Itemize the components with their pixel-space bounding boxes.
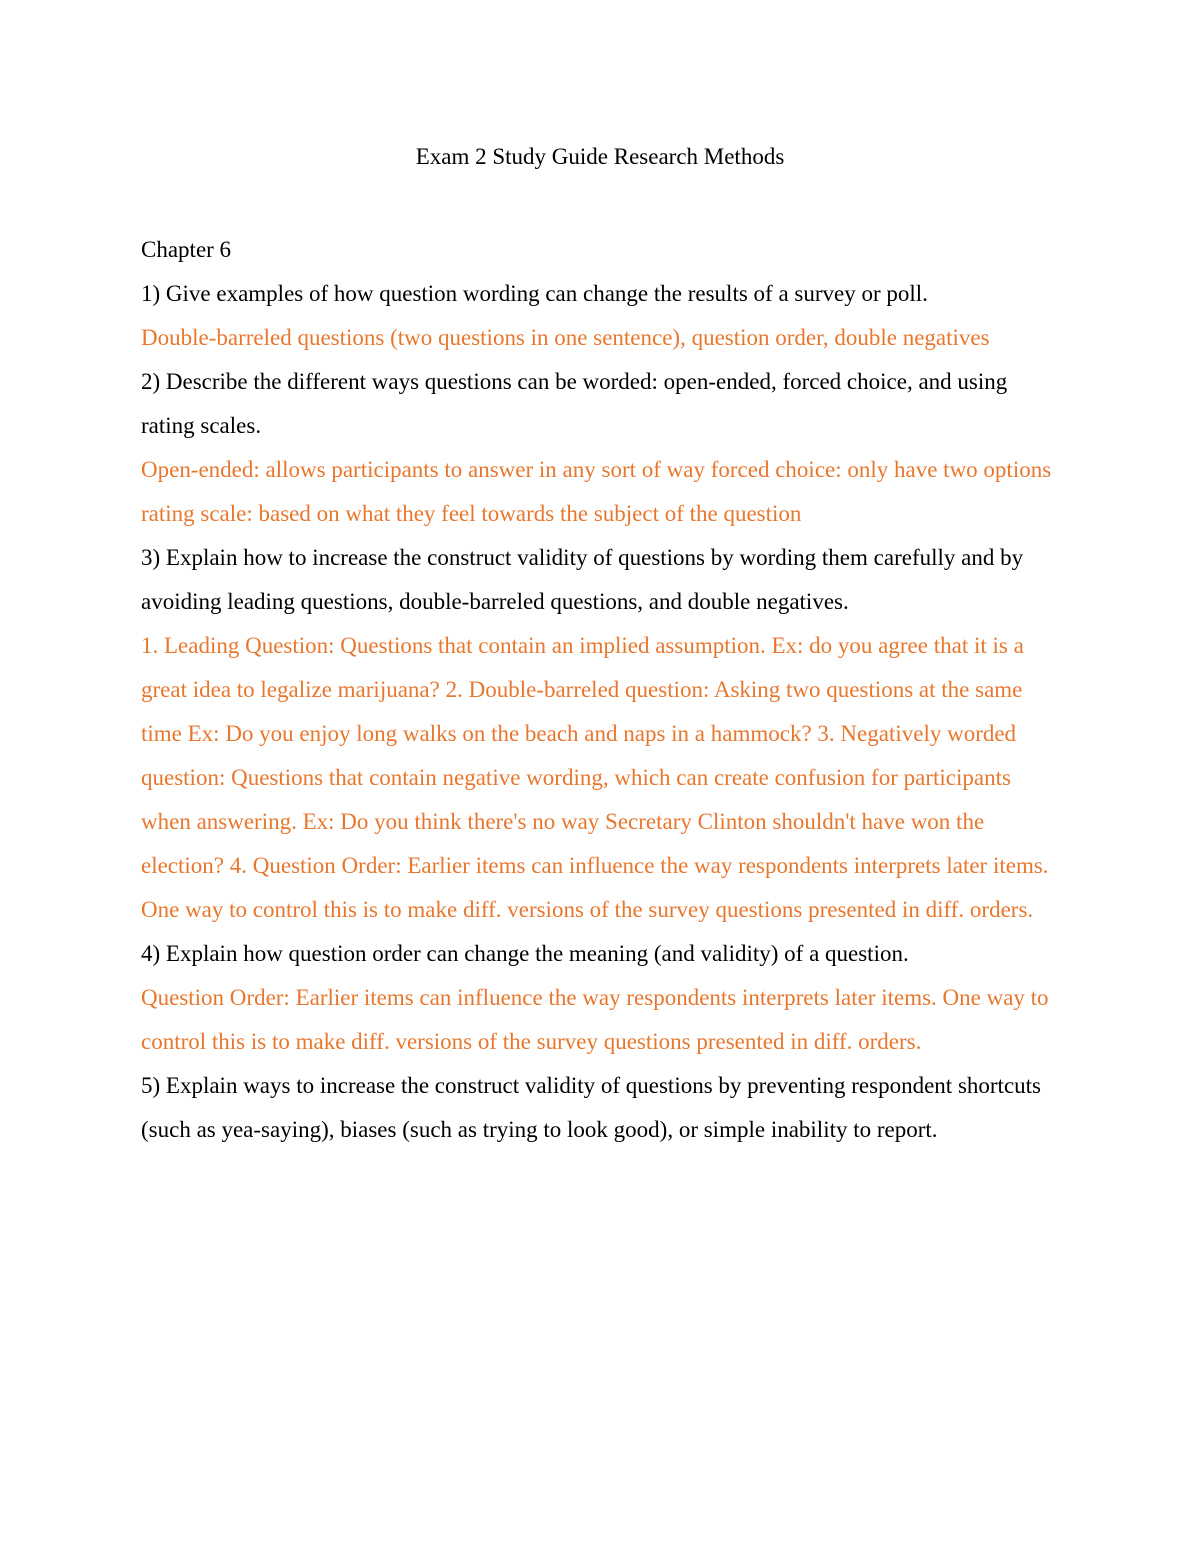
question-1: 1) Give examples of how question wording can change the results of a survey or poll. [141, 281, 928, 306]
question-4: 4) Explain how question order can change the meaning (and validity) of a question. [141, 941, 909, 966]
document-body [141, 228, 1061, 1152]
answer-3: 1. Leading Question: Questions that contain an implied assumption. Ex: do you agree that it is a great idea to legalize marijuana? 2. Double-barreled question: Asking two questions at the same time Ex: Do you enjoy long walks on the beach and naps in a hammock? 3. Negatively worded question: Questions that contain negative wording, which can create confusion for participants when answering. Ex: Do you think there's no way Secretary Clinton shouldn't have won the election? 4. Question Order: Earlier items can influence the way respondents interprets later items. One way to control this is to make diff. versions of the survey questions presented in diff. orders. [141, 633, 1049, 922]
question-5: 5) Explain ways to increase the construct validity of questions by preventing respondent shortcuts (such as yea-saying), biases (such as trying to look good), or simple inability to report. [141, 1073, 1041, 1142]
chapter-heading: Chapter 6 [141, 237, 232, 262]
answer-2: Open-ended: allows participants to answer in any sort of way forced choice: only have two options rating scale: based on what they feel towards the subject of the question [141, 457, 1052, 526]
answer-4: Question Order: Earlier items can influence the way respondents interprets later items. One way to control this is to make diff. versions of the survey questions presented in diff. orders. [141, 985, 1049, 1054]
document-title: Exam 2 Study Guide Research Methods [415, 144, 785, 169]
answer-1: Double-barreled questions (two questions in one sentence), question order, double negatives [141, 325, 990, 350]
question-3: 3) Explain how to increase the construct validity of questions by wording them carefully and by avoiding leading questions, double-barreled questions, and double negatives. [141, 545, 1024, 614]
question-2: 2) Describe the different ways questions can be worded: open-ended, forced choice, and using rating scales. [141, 369, 1008, 438]
